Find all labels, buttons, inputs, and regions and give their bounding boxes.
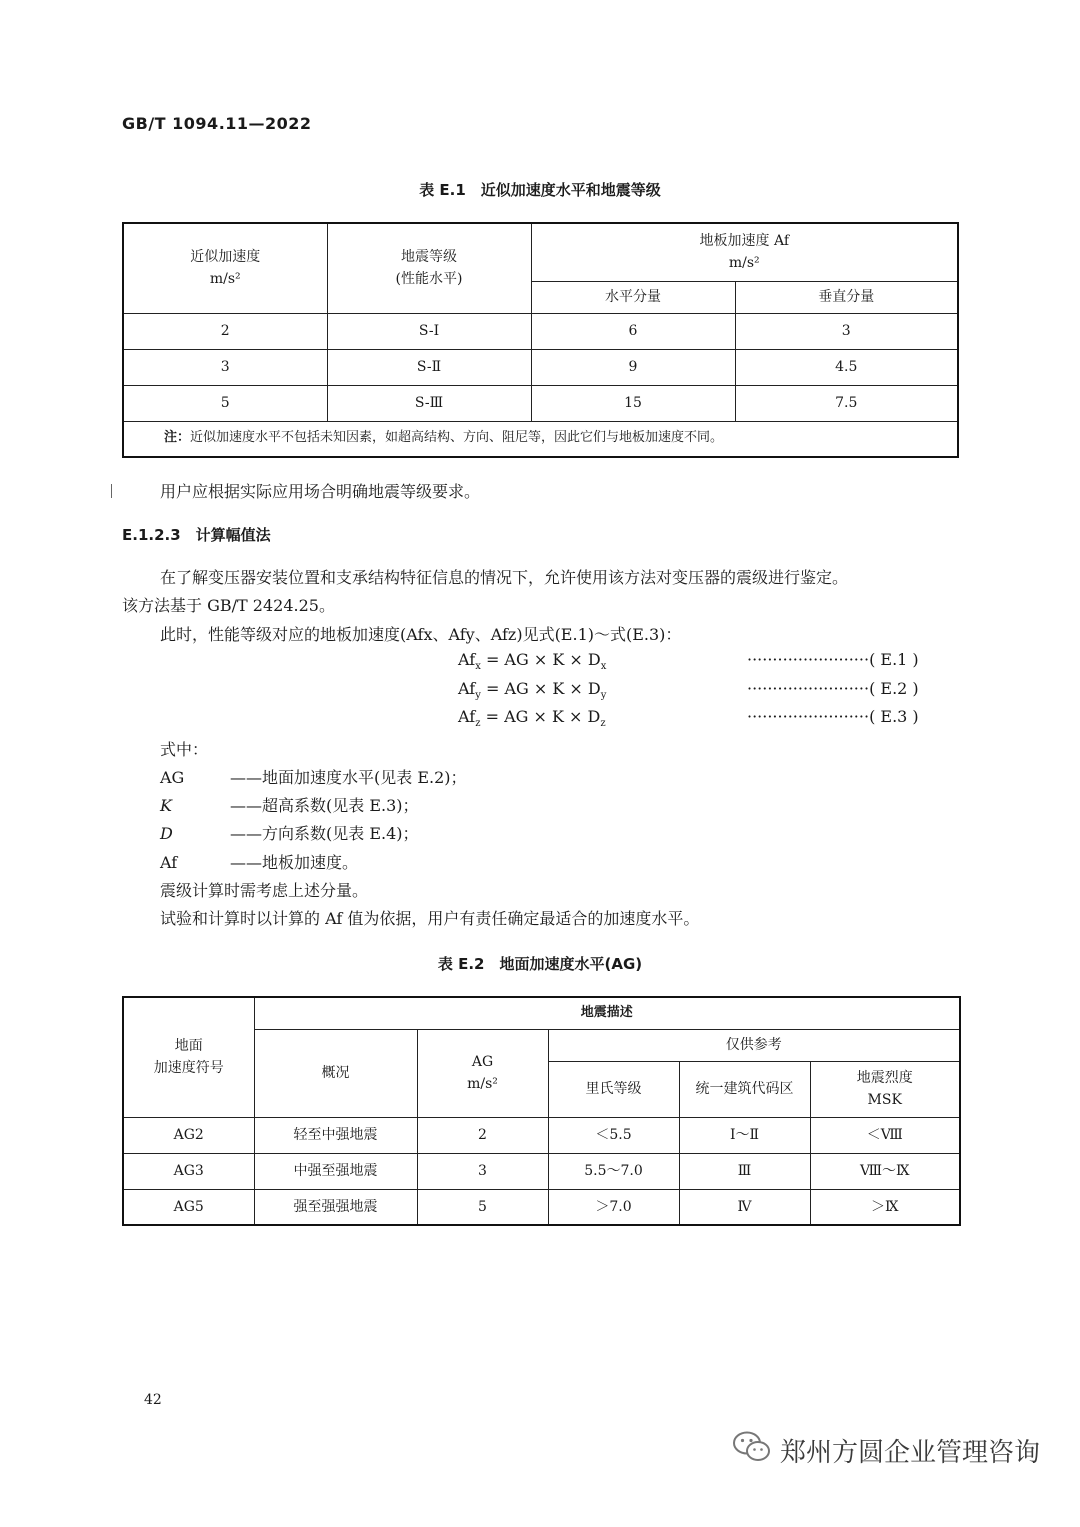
header-approx-acc-unit: m/s² [209,271,241,288]
cell-ubc: Ⅰ～Ⅱ [679,1117,810,1153]
definition-af [160,849,358,877]
eq-af: Af [458,650,476,669]
header-msk-line2: MSK [867,1092,902,1108]
eq-ref: ( E.2 ) [869,679,919,698]
equation-e1 [458,650,606,672]
eq-ref: ( E.1 ) [869,650,919,669]
eq-sub: z [475,718,481,730]
def-text: ——地板加速度。 [230,853,359,872]
cell-overview: 中强至强地震 [254,1153,417,1189]
header-floor-acc [531,223,958,281]
eq-dots: ························ [747,707,870,726]
equation-e3-ref [747,707,919,726]
header-floor-acc-label: 地板加速度 Af [699,232,789,249]
paragraph-user-requirement: 用户应根据实际应用场合明确地震等级要求。 [160,482,481,501]
standard-number: GB/T 1094.11—2022 [122,114,312,133]
cell-richter: 5.5～7.0 [548,1153,679,1189]
header-approx-acc [123,223,327,313]
page-number: 42 [144,1392,162,1408]
cell-symbol: AG5 [123,1189,254,1225]
header-ag [417,1029,548,1117]
eq-sub-d: y [600,690,607,702]
cell-h: 6 [531,313,735,349]
watermark-text: 郑州方圆企业管理咨询 [780,1438,1041,1468]
eq-af: Af [458,707,476,726]
equation-e2 [458,679,606,701]
header-floor-acc-unit: m/s² [728,255,760,272]
equation-e1-ref [747,650,919,669]
cell-overview: 强至强强地震 [254,1189,417,1225]
cell-level: S-Ⅲ [327,385,531,421]
header-seismic-level-label: 地震等级 [401,248,457,265]
table-row [123,1153,960,1189]
wechat-icon [732,1430,772,1471]
cell-h: 15 [531,385,735,421]
eq-ref: ( E.3 ) [869,707,919,726]
def-symbol: AG [160,768,185,787]
note-label: 注： [164,430,191,446]
header-ubc: 统一建筑代码区 [679,1061,810,1117]
cell-overview: 轻至中强地震 [254,1117,417,1153]
def-text: ——超高系数(见表 E.3)； [230,796,419,815]
cell-ubc: Ⅲ [679,1153,810,1189]
cell-msk: ＜Ⅷ [810,1117,960,1153]
header-symbol-line2: 加速度符号 [153,1060,224,1077]
cell-acc: 2 [123,313,327,349]
paragraph-basis: 试验和计算时以计算的 Af 值为依据，用户有责任确定最适合的加速度水平。 [160,909,700,928]
cell-level: S-Ⅱ [327,349,531,385]
equation-e2-ref [747,679,919,698]
header-reference: 仅供参考 [548,1029,960,1061]
def-symbol: D [160,824,173,843]
table-row [123,1189,960,1225]
table-e2-caption: 表 E.2 地面加速度水平(AG) [437,955,643,973]
header-seismic-level-sub: (性能水平) [395,271,463,288]
paragraph-method-line2: 该方法基于 GB/T 2424.25。 [122,596,335,615]
def-symbol: Af [160,853,178,872]
header-symbol [123,997,254,1117]
header-ag-line1: AG [471,1053,494,1070]
header-richter: 里氏等级 [548,1061,679,1117]
eq-af: Af [458,679,476,698]
table-row [123,1117,960,1153]
header-symbol-line1: 地面 [174,1037,203,1054]
paragraph-components: 震级计算时需考虑上述分量。 [160,881,369,900]
header-vertical: 垂直分量 [735,281,958,313]
table-e1-note [123,421,958,457]
watermark [732,1430,1040,1471]
eq-rhs: = AG × K × D [485,679,601,698]
def-text: ——方向系数(见表 E.4)； [230,824,419,843]
cell-v: 7.5 [735,385,958,421]
eq-rhs: = AG × K × D [485,650,601,669]
table-e2 [122,996,961,1226]
cell-msk: Ⅷ～Ⅸ [810,1153,960,1189]
eq-dots: ························ [747,650,870,669]
cell-ag: 2 [417,1117,548,1153]
table-e1 [122,222,959,458]
cell-richter: ＞7.0 [548,1189,679,1225]
cell-ag: 3 [417,1153,548,1189]
equation-e3 [458,707,606,729]
def-text: ——地面加速度水平(见表 E.2)； [230,768,467,787]
header-horizontal: 水平分量 [531,281,735,313]
cell-symbol: AG2 [123,1117,254,1153]
cell-richter: ＜5.5 [548,1117,679,1153]
cell-ubc: Ⅳ [679,1189,810,1225]
cell-h: 9 [531,349,735,385]
paragraph-method-line1: 在了解变压器安装位置和支承结构特征信息的情况下，允许使用该方法对变压器的震级进行鉴定。 [160,568,849,587]
header-msk [810,1061,960,1117]
table-row [123,313,958,349]
change-bar [111,484,112,498]
eq-sub: y [475,690,481,702]
cell-v: 4.5 [735,349,958,385]
cell-acc: 5 [123,385,327,421]
cell-level: S-Ⅰ [327,313,531,349]
section-heading [122,521,271,549]
eq-sub-d: z [600,718,606,730]
definition-d [160,820,419,848]
cell-v: 3 [735,313,958,349]
table-row [123,349,958,385]
cell-acc: 3 [123,349,327,385]
cell-symbol: AG3 [123,1153,254,1189]
note-text: 近似加速度水平不包括未知因素，如超高结构、方向、阻尼等，因此它们与地板加速度不同。 [190,430,724,446]
definition-ag [160,764,467,792]
eq-sub-d: x [600,661,607,673]
header-seismic-desc: 地震描述 [254,997,960,1029]
definition-k [160,792,419,820]
header-ag-unit: m/s² [467,1076,498,1092]
where-label: 式中： [160,740,209,759]
def-symbol: K [160,796,172,815]
section-number: E.1.2.3 [122,526,181,544]
header-overview: 概况 [254,1029,417,1117]
header-approx-acc-label: 近似加速度 [190,248,261,265]
header-msk-line1: 地震烈度 [856,1069,913,1086]
eq-dots: ························ [747,679,870,698]
cell-msk: ＞Ⅸ [810,1189,960,1225]
cell-ag: 5 [417,1189,548,1225]
eq-rhs: = AG × K × D [485,707,601,726]
header-seismic-level [327,223,531,313]
eq-sub: x [475,661,481,673]
section-title: 计算幅值法 [195,526,271,544]
table-row [123,385,958,421]
table-e1-caption: 表 E.1 近似加速度水平和地震等级 [419,181,661,199]
paragraph-floor-acc: 此时，性能等级对应的地板加速度(Afx、Afy、Afz)见式(E.1)～式(E.3)： [160,625,682,644]
